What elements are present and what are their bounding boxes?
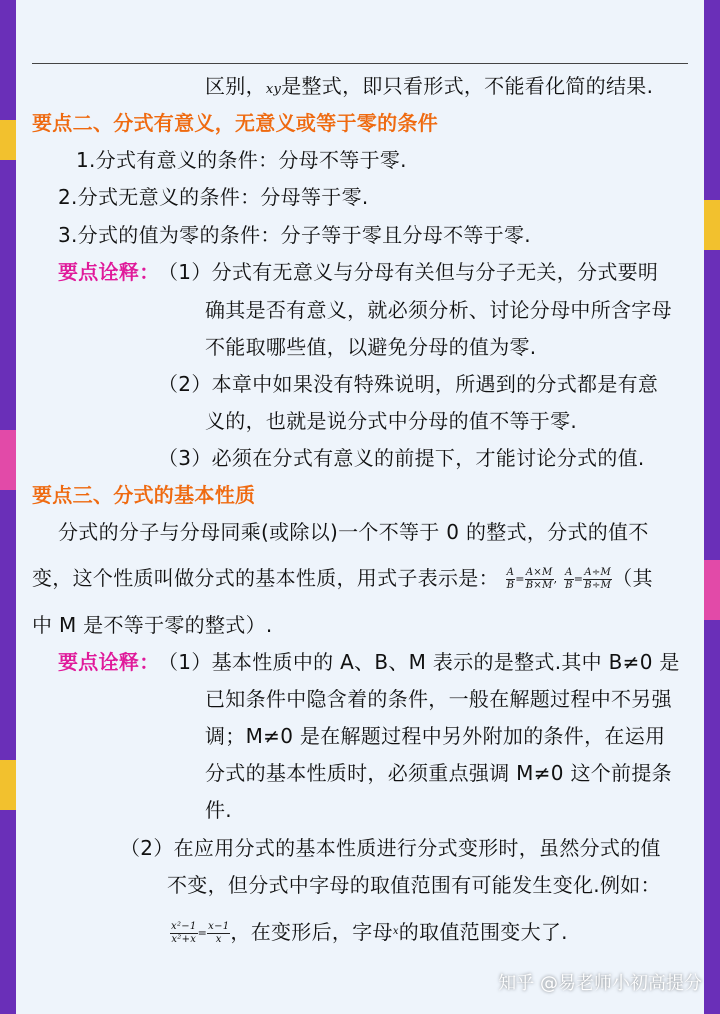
section2-note2-line2: 义的，也就是说分式中分母的值不等于零.: [205, 409, 578, 433]
watermark: 知乎 @易老师小初高提分: [498, 973, 702, 994]
section2-note1-line1: （1）分式有无意义与分母有关但与分子无关，分式要明: [158, 260, 659, 284]
section3-note1-line2: 已知条件中隐含着的条件，一般在解题过程中不另强: [205, 687, 672, 711]
frame-stripe-right-1: [704, 200, 720, 250]
section3-para-line2: [32, 564, 653, 594]
frame-stripe-left-1: [0, 120, 16, 160]
section3-note1-line5: 件.: [205, 798, 232, 822]
para-line2-prefix: 变，这个性质叫做分式的基本性质，用式子表示是：: [32, 566, 499, 590]
section3-note1-line3: 调；M≠0 是在解题过程中另外附加的条件，在运用: [205, 724, 666, 748]
example-variable-x: x: [392, 926, 399, 937]
xy-variable: xy: [265, 82, 282, 97]
section3-para-line1: 分式的分子与分母同乘(或除以)一个不等于 0 的整式，分式的值不: [58, 520, 649, 544]
top-line-prefix: 区别，: [205, 74, 266, 98]
section2-heading: 要点二、分式有意义，无意义或等于零的条件: [32, 111, 438, 135]
formula-equals-1: =: [515, 572, 525, 586]
section2-item2: 2.分式无意义的条件：分母等于零.: [58, 185, 369, 209]
section3-example-line: [170, 918, 568, 948]
section2-item3: 3.分式的值为零的条件：分子等于零且分母不等于零.: [58, 223, 531, 247]
example-fraction-left: $\frac{\text{x²−1}}{\text{x²+x}}$: [171, 921, 197, 945]
top-line-suffix: 是整式，即只看形式，不能看化简的结果.: [281, 74, 654, 98]
example-fraction-right: $\frac{x-1}{x}$: [208, 921, 230, 945]
section2-item1: 1.分式有意义的条件：分母不等于零.: [76, 148, 407, 172]
section2-note-label: 要点诠释：: [58, 260, 160, 284]
top-continuation-line: [205, 72, 653, 104]
top-divider: [32, 63, 688, 64]
section3-note-label: 要点诠释：: [58, 650, 160, 674]
formula-fraction-a-over-b-2: $\frac{A}{B}$: [565, 567, 573, 591]
formula-separator: ,: [553, 572, 558, 586]
section3-note2-line2: 不变，但分式中字母的取值范围有可能发生变化.例如：: [167, 873, 661, 897]
example-text-prefix: ，在变形后，字母: [230, 920, 393, 944]
section2-note2-line1: （2）本章中如果没有特殊说明，所遇到的分式都是有意: [158, 372, 659, 396]
frame-stripe-left-2: [0, 430, 16, 490]
section2-note3-line1: （3）必须在分式有意义的前提下，才能讨论分式的值.: [158, 446, 645, 470]
formula-fraction-divide: $\frac{A\div M}{B\div M}$: [584, 567, 612, 591]
section2-note1-line3: 不能取哪些值，以避免分母的值为零.: [205, 335, 537, 359]
formula-fraction-multiply: $\frac{A\times M}{B\times M}$: [525, 567, 553, 591]
example-equals: =: [197, 926, 208, 940]
para-line2-suffix: （其: [612, 566, 653, 590]
section3-note2-line1: （2）在应用分式的基本性质进行分式变形时，虽然分式的值: [120, 836, 661, 860]
formula-fraction-a-over-b: $\frac{A}{B}$: [506, 567, 515, 591]
section3-para-line3: 中 M 是不等于零的整式）.: [32, 613, 273, 637]
section2-note1-line2: 确其是否有意义，就必须分析、讨论分母中所含字母: [205, 298, 672, 322]
formula-equals-2: =: [573, 572, 584, 586]
frame-stripe-left-3: [0, 760, 16, 810]
section3-note1-line1: （1）基本性质中的 A、B、M 表示的是整式.其中 B≠0 是: [158, 650, 680, 674]
frame-stripe-right-2: [704, 560, 720, 620]
section3-heading: 要点三、分式的基本性质: [32, 483, 256, 507]
section3-note1-line4: 分式的基本性质时，必须重点强调 M≠0 这个前提条: [205, 761, 672, 785]
example-text-suffix: 的取值范围变大了.: [398, 920, 568, 944]
